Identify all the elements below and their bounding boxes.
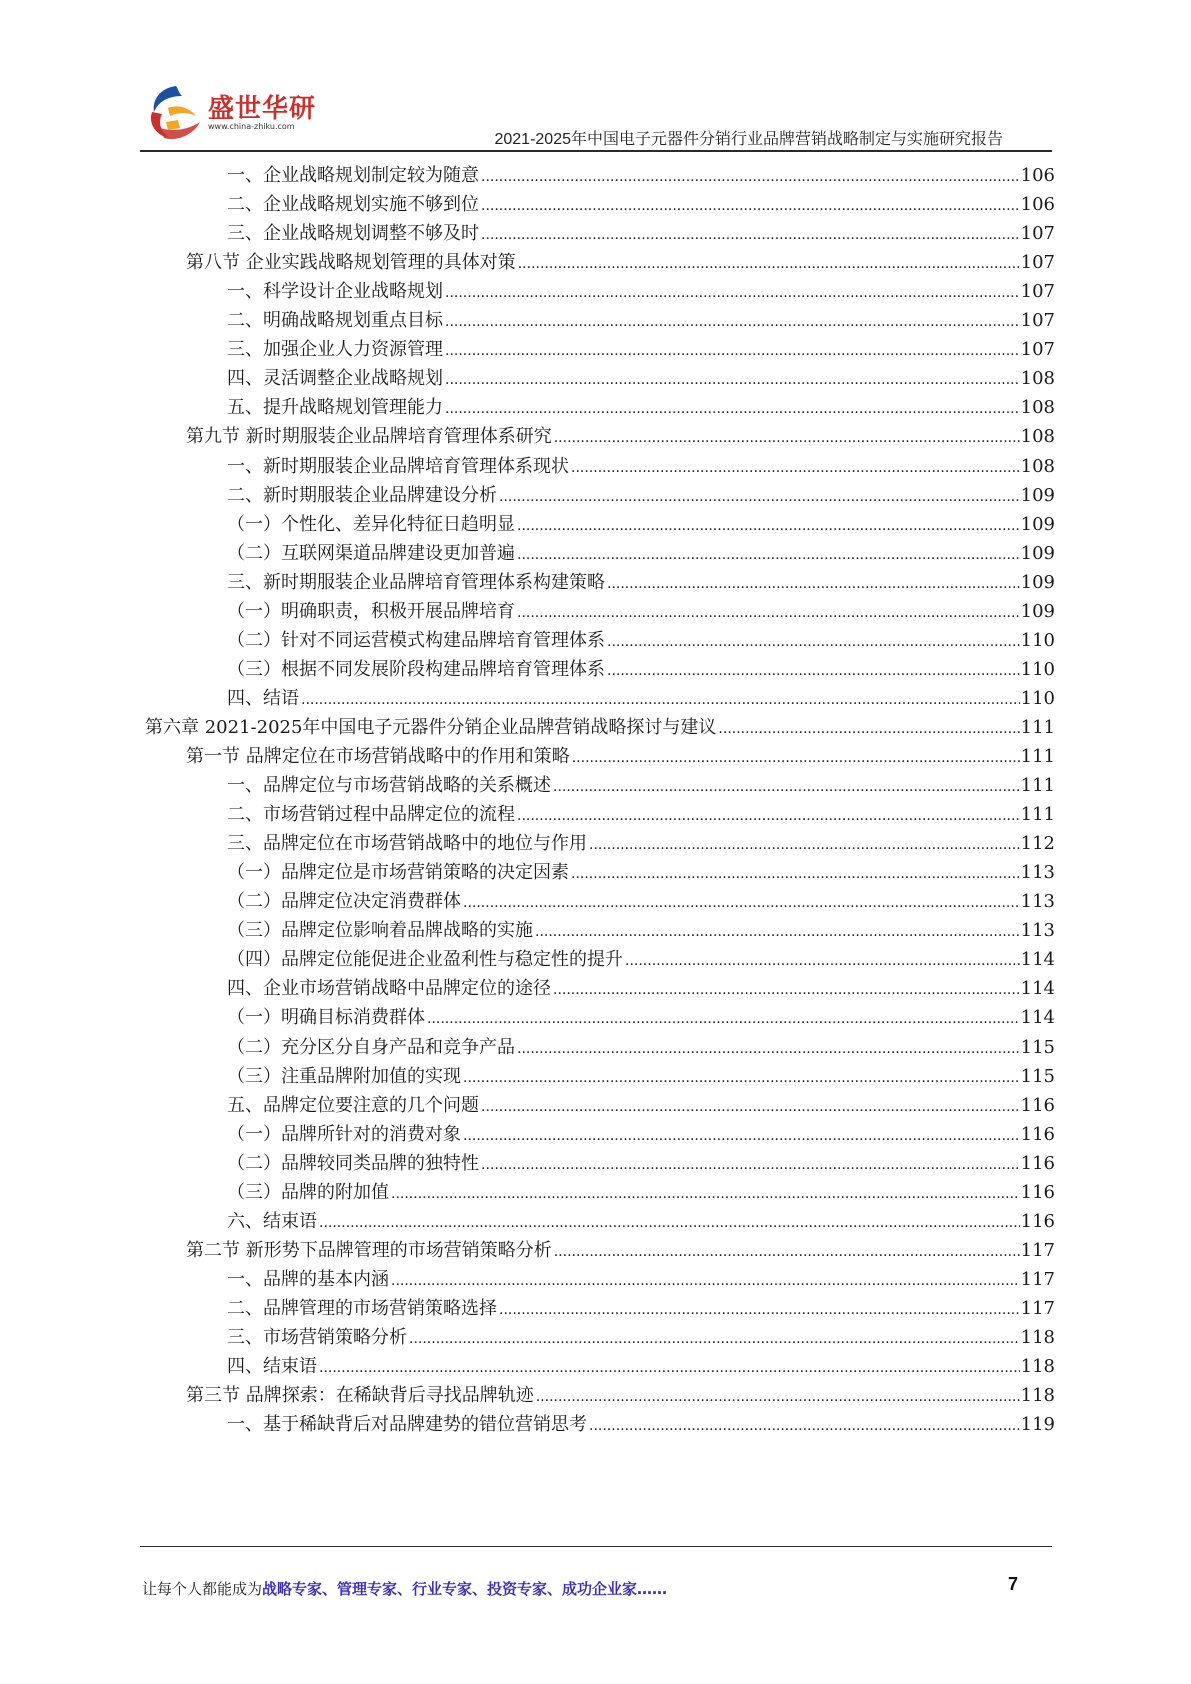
toc-entry-page: 116: [1020, 1094, 1055, 1116]
toc-entry-page: 116: [1020, 1152, 1055, 1174]
toc-entry-page: 107: [1020, 310, 1055, 332]
toc-entry[interactable]: [227, 392, 1055, 423]
footer-slogan: [142, 1578, 667, 1599]
toc-entry[interactable]: [227, 363, 1055, 394]
toc-entry-page: 117: [1020, 1268, 1055, 1290]
toc-entry-page: 106: [1020, 165, 1055, 186]
toc-entry-page: 111: [1020, 775, 1055, 797]
toc-entry[interactable]: [227, 915, 1055, 946]
toc-entry[interactable]: [227, 218, 1055, 249]
logo-emblem-icon: [138, 82, 208, 146]
toc-entry-page: 118: [1020, 1385, 1055, 1407]
toc-entry-page: 111: [1020, 716, 1055, 738]
toc-entry-title: （一）个性化、差异化特征日趋明显: [227, 513, 515, 535]
toc-entry-title: 第二节 新形势下品牌管理的市场营销策略分析: [186, 1239, 552, 1261]
toc-entry[interactable]: [227, 160, 1055, 191]
toc-entry-page: 115: [1020, 1036, 1055, 1058]
toc-entry-title: 一、基于稀缺背后对品牌建势的错位营销思考: [227, 1414, 587, 1436]
toc-dot-leader: [589, 1411, 1020, 1442]
toc-entry[interactable]: [227, 973, 1055, 1004]
toc-entry[interactable]: [227, 944, 1055, 975]
toc-entry-page: 107: [1020, 281, 1055, 303]
toc-entry-page: 113: [1020, 920, 1055, 942]
toc-entry[interactable]: [227, 799, 1055, 830]
toc-entry-title: 四、企业市场营销战略中品牌定位的途径: [227, 978, 551, 1000]
toc-entry-title: （二）针对不同运营模式构建品牌培育管理体系: [227, 629, 605, 651]
toc-entry-page: 109: [1020, 571, 1055, 593]
toc-entry[interactable]: [227, 1351, 1055, 1382]
toc-entry-title: 五、提升战略规划管理能力: [227, 397, 443, 419]
toc-entry[interactable]: [227, 451, 1055, 482]
toc-entry[interactable]: [227, 1032, 1055, 1063]
footer-slogan-prefix: 让每个人都能成为: [142, 1580, 263, 1598]
toc-entry-title: （二）品牌定位决定消费群体: [227, 891, 461, 913]
toc-entry-title: （一）品牌所针对的消费对象: [227, 1123, 461, 1145]
footer-divider: [140, 1546, 1052, 1547]
toc-entry-title: 三、企业战略规划调整不够及时: [227, 223, 479, 245]
toc-entry-title: 一、品牌的基本内涵: [227, 1268, 389, 1290]
company-logo: [138, 82, 338, 146]
toc-entry-title: （三）根据不同发展阶段构建品牌培育管理体系: [227, 658, 605, 680]
toc-entry[interactable]: [227, 189, 1055, 220]
report-title: 2021-2025年中国电子元器件分销行业品牌营销战略制定与实施研究报告: [494, 131, 1003, 148]
toc-entry-title: 第八节 企业实践战略规划管理的具体对策: [186, 252, 516, 274]
toc-entry[interactable]: [227, 276, 1055, 307]
toc-entry[interactable]: [227, 1090, 1055, 1121]
toc-entry-page: 115: [1020, 1065, 1055, 1087]
toc-entry[interactable]: [227, 1293, 1055, 1324]
toc-entry-title: 一、企业战略规划制定较为随意: [227, 165, 479, 186]
toc-entry-title: 三、市场营销策略分析: [227, 1327, 407, 1348]
toc-entry-title: 二、市场营销过程中品牌定位的流程: [227, 804, 515, 826]
toc-entry-page: 113: [1020, 891, 1055, 913]
toc-entry-title: （三）品牌的附加值: [227, 1181, 389, 1203]
toc-entry-page: 117: [1020, 1239, 1055, 1261]
toc-entry[interactable]: [227, 886, 1055, 917]
toc-entry[interactable]: [227, 1206, 1055, 1237]
toc-entry[interactable]: [227, 1409, 1055, 1440]
toc-entry-page: 119: [1020, 1414, 1055, 1436]
toc-entry-page: 107: [1020, 252, 1055, 274]
toc-entry-page: 109: [1020, 600, 1055, 622]
toc-entry[interactable]: [227, 857, 1055, 888]
toc-entry-page: 108: [1020, 455, 1055, 477]
toc-entry[interactable]: [186, 741, 1055, 772]
toc-entry[interactable]: [186, 1235, 1055, 1266]
toc-entry-title: 六、结束语: [227, 1210, 317, 1232]
toc-entry-page: 106: [1020, 194, 1055, 216]
toc-entry-page: 116: [1020, 1181, 1055, 1203]
toc-entry-title: 一、科学设计企业战略规划: [227, 281, 443, 303]
toc-entry-page: 108: [1020, 397, 1055, 419]
toc-entry-page: 108: [1020, 368, 1055, 390]
toc-entry-page: 116: [1020, 1210, 1055, 1232]
toc-entry-page: 113: [1020, 862, 1055, 884]
toc-entry[interactable]: [227, 509, 1055, 540]
toc-entry-title: 二、品牌管理的市场营销策略选择: [227, 1297, 497, 1319]
toc-entry-page: 109: [1020, 542, 1055, 564]
toc-entry[interactable]: [227, 1061, 1055, 1092]
toc-entry-title: （一）品牌定位是市场营销策略的决定因素: [227, 862, 569, 884]
toc-entry-page: 118: [1020, 1356, 1055, 1378]
toc-entry[interactable]: [227, 1264, 1055, 1295]
toc-entry-title: 四、结束语: [227, 1356, 317, 1378]
toc-entry-title: 四、灵活调整企业战略规划: [227, 368, 443, 390]
toc-entry-page: 114: [1020, 949, 1055, 971]
toc-entry[interactable]: [227, 596, 1055, 627]
toc-entry[interactable]: [227, 1148, 1055, 1179]
header-divider: [140, 150, 1052, 152]
toc-entry-page: 112: [1020, 833, 1055, 855]
toc-entry-page: 107: [1020, 223, 1055, 245]
toc-entry[interactable]: [227, 1177, 1055, 1208]
toc-entry-title: 三、新时期服装企业品牌培育管理体系构建策略: [227, 571, 605, 593]
toc-entry[interactable]: [227, 1119, 1055, 1150]
toc-entry-title: （二）互联网渠道品牌建设更加普遍: [227, 542, 515, 564]
toc-entry[interactable]: [227, 828, 1055, 859]
page-number: 7: [1008, 1574, 1019, 1594]
toc-entry-page: 114: [1020, 978, 1055, 1000]
toc-entry-title: 二、企业战略规划实施不够到位: [227, 194, 479, 216]
toc-entry-title: （四）品牌定位能促进企业盈利性与稳定性的提升: [227, 949, 623, 971]
toc-entry-page: 116: [1020, 1123, 1055, 1145]
toc-entry[interactable]: [227, 567, 1055, 598]
toc-entry[interactable]: [186, 421, 1055, 452]
toc-entry[interactable]: [227, 683, 1055, 714]
logo-text: 盛世华研: [208, 94, 317, 124]
toc-entry-title: （一）明确目标消费群体: [227, 1007, 425, 1029]
toc-entry-title: 第一节 品牌定位在市场营销战略中的作用和策略: [186, 746, 570, 767]
toc-entry[interactable]: [227, 480, 1055, 511]
page-header: [0, 0, 1191, 150]
toc-entry[interactable]: [227, 770, 1055, 801]
toc-entry-page: 111: [1020, 746, 1055, 767]
toc-entry[interactable]: [227, 1322, 1055, 1353]
toc-entry-title: 一、品牌定位与市场营销战略的关系概述: [227, 775, 551, 797]
toc-entry[interactable]: [227, 305, 1055, 336]
toc-entry-title: （二）品牌较同类品牌的独特性: [227, 1152, 479, 1174]
toc-entry-title: 二、明确战略规划重点目标: [227, 310, 443, 332]
toc-entry-page: 118: [1020, 1327, 1055, 1348]
toc-entry[interactable]: [227, 654, 1055, 685]
toc-entry-title: 第三节 品牌探索：在稀缺背后寻找品牌轨迹: [186, 1385, 534, 1407]
toc-entry-page: 109: [1020, 513, 1055, 535]
toc-entry-title: 五、品牌定位要注意的几个问题: [227, 1094, 479, 1116]
toc-entry[interactable]: [227, 625, 1055, 656]
logo-url: www.china-zhiku.com: [208, 122, 295, 131]
toc-entry-title: 三、品牌定位在市场营销战略中的地位与作用: [227, 833, 587, 855]
toc-entry-title: 二、新时期服装企业品牌建设分析: [227, 484, 497, 506]
toc-entry-title: 三、加强企业人力资源管理: [227, 339, 443, 361]
toc-entry-title: 第九节 新时期服装企业品牌培育管理体系研究: [186, 426, 552, 448]
toc-entry-title: 四、结语: [227, 687, 299, 709]
toc-entry-page: 111: [1020, 804, 1055, 826]
footer-slogan-highlight: 战略专家、管理专家、行业专家、投资专家、成功企业家……: [262, 1580, 668, 1598]
toc-entry-page: 110: [1020, 658, 1055, 680]
toc-entry[interactable]: [186, 1380, 1055, 1411]
toc-entry[interactable]: [186, 247, 1055, 278]
toc-entry-page: 107: [1020, 339, 1055, 361]
toc-entry-page: 114: [1020, 1007, 1055, 1029]
toc-entry-title: （三）注重品牌附加值的实现: [227, 1065, 461, 1087]
toc-entry-title: （三）品牌定位影响着品牌战略的实施: [227, 920, 533, 942]
toc-entry[interactable]: [145, 712, 1055, 743]
toc-entry[interactable]: [227, 538, 1055, 569]
toc-entry-page: 108: [1020, 426, 1055, 448]
toc-entry-page: 110: [1020, 687, 1055, 709]
toc-entry-title: 第六章 2021-2025年中国电子元器件分销企业品牌营销战略探讨与建议: [145, 716, 717, 738]
toc-entry-page: 117: [1020, 1297, 1055, 1319]
toc-entry-title: （一）明确职责，积极开展品牌培育: [227, 600, 515, 622]
toc-entry-page: 110: [1020, 629, 1055, 651]
toc-entry[interactable]: [227, 334, 1055, 365]
toc-entry-page: 109: [1020, 484, 1055, 506]
toc-entry-title: 一、新时期服装企业品牌培育管理体系现状: [227, 455, 569, 477]
toc-entry-title: （二）充分区分自身产品和竞争产品: [227, 1036, 515, 1058]
toc-entry[interactable]: [227, 1002, 1055, 1033]
